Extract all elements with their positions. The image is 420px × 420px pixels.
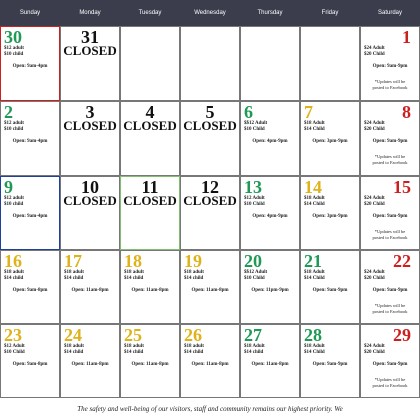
day-number: 21: [304, 251, 322, 271]
weekday-tuesday: Tuesday: [138, 10, 162, 16]
day-cell: [120, 250, 180, 324]
adult-price: $12 Adult: [4, 344, 25, 349]
day-cell: [300, 250, 360, 324]
facebook-note: *Updates will be: [374, 377, 406, 382]
child-price: $10 Child: [244, 276, 265, 281]
adult-price: $12 adult: [4, 121, 24, 126]
day-cell: [360, 250, 420, 324]
open-hours: Open: 9am-9pm: [312, 362, 348, 367]
day-cell: [180, 250, 240, 324]
facebook-note: posted to Facebook: [372, 85, 408, 90]
day-cell: [0, 101, 60, 176]
day-cell: [0, 26, 60, 101]
open-hours: Open: 4pm-9pm: [252, 139, 288, 144]
weekday-saturday: Saturday: [377, 10, 402, 16]
adult-price: $18 Adult: [244, 344, 265, 349]
adult-price: $18 adult: [184, 344, 204, 349]
day-number: 31: [81, 27, 99, 47]
day-number: 30: [4, 27, 22, 47]
open-hours: Open: 11am-8pm: [131, 288, 169, 293]
day-number: 20: [244, 251, 262, 271]
day-number: 13: [244, 177, 262, 197]
child-price: $14 Child: [304, 350, 325, 355]
day-number: 27: [244, 325, 262, 345]
day-number: 11: [141, 177, 159, 197]
day-cell: [240, 26, 300, 101]
closed-label: CLOSED: [63, 43, 117, 58]
closed-label: CLOSED: [183, 118, 237, 133]
day-number: 2: [4, 102, 13, 122]
day-cell: [60, 324, 120, 398]
day-number: 28: [304, 325, 322, 345]
facebook-note: *Updates will be: [374, 79, 406, 84]
day-cell: [240, 176, 300, 250]
facebook-note: posted to Facebook: [372, 383, 408, 388]
weekday-wednesday: Wednesday: [194, 10, 226, 16]
child-price: $14 child: [64, 350, 84, 355]
day-cell: [120, 176, 180, 250]
adult-price: $24 Adult: [364, 121, 385, 126]
day-number: 8: [402, 102, 411, 122]
child-price: $14 child: [184, 276, 204, 281]
day-cell: [180, 324, 240, 398]
closed-label: CLOSED: [123, 118, 177, 133]
adult-price: $12 adult: [4, 196, 24, 201]
closed-label: CLOSED: [63, 193, 117, 208]
child-price: $14 child: [244, 350, 264, 355]
weekday-sunday: Sunday: [19, 10, 41, 16]
day-cell: [60, 250, 120, 324]
day-number: 25: [124, 325, 142, 345]
open-hours: Open: 9am-9pm: [372, 362, 408, 367]
open-hours: Open: 11am-8pm: [131, 362, 169, 367]
open-hours: Open: 11am-8pm: [251, 362, 289, 367]
day-cell: [60, 176, 120, 250]
day-cell: [0, 176, 60, 250]
adult-price: $18 adult: [64, 344, 84, 349]
open-hours: Open: 9am-4pm: [12, 64, 48, 69]
child-price: $20 Child: [364, 202, 385, 207]
adult-price: $18 adult: [184, 270, 204, 275]
weekday-thursday: Thursday: [257, 10, 283, 16]
adult-price: $18 adult: [124, 344, 144, 349]
adult-price: $$12 Adult: [244, 121, 268, 126]
child-price: $10 Child: [244, 202, 265, 207]
open-hours: Open: 9am-4pm: [12, 214, 48, 219]
day-cell: [120, 324, 180, 398]
day-number: 24: [64, 325, 82, 345]
day-number: 26: [184, 325, 202, 345]
day-number: 1: [402, 27, 411, 47]
day-cell: [360, 101, 420, 176]
day-cell: [300, 176, 360, 250]
day-cell: [360, 176, 420, 250]
day-number: 3: [85, 102, 95, 122]
day-cell: [120, 26, 180, 101]
day-cell: [360, 26, 420, 101]
open-hours: Open: 9am-9pm: [312, 288, 348, 293]
day-number: 16: [4, 251, 22, 271]
facebook-note: *Updates will be: [374, 154, 406, 159]
closed-label: CLOSED: [183, 193, 237, 208]
day-cell: [180, 101, 240, 176]
open-hours: Open: 4pm-9pm: [252, 214, 288, 219]
adult-price: $24 Adult: [364, 270, 385, 275]
facebook-note: posted to Facebook: [372, 160, 408, 165]
day-number: 19: [184, 251, 202, 271]
day-cell: [180, 26, 240, 101]
open-hours: Open: 11am-8pm: [71, 362, 109, 367]
day-cell: [180, 176, 240, 250]
child-price: $20 Child: [364, 52, 385, 57]
child-price: $14 child: [4, 276, 24, 281]
weekday-monday: Monday: [79, 10, 101, 16]
open-hours: Open: 11am-8pm: [71, 288, 109, 293]
facebook-note: posted to Facebook: [372, 309, 408, 314]
day-cell: [360, 324, 420, 398]
day-cell: [300, 324, 360, 398]
child-price: $10 child: [4, 127, 24, 132]
adult-price: $12 Adult: [244, 196, 265, 201]
adult-price: $12 adult: [4, 46, 24, 51]
day-number: 4: [145, 102, 155, 122]
open-hours: Open: 11am-8pm: [191, 288, 229, 293]
weekday-header: [0, 0, 420, 26]
open-hours: Open: 9am-9pm: [372, 64, 408, 69]
day-number: 15: [393, 177, 411, 197]
child-price: $10 child: [4, 202, 24, 207]
facebook-note: posted to Facebook: [372, 235, 408, 240]
open-hours: Open: 9am-8pm: [12, 362, 48, 367]
child-price: $20 Child: [364, 350, 385, 355]
child-price: $10 Child: [4, 350, 25, 355]
day-cell: [60, 26, 120, 101]
facebook-note: *Updates will be: [374, 229, 406, 234]
child-price: $14 Child: [304, 276, 325, 281]
facebook-note: *Updates will be: [374, 303, 406, 308]
child-price: $14 Child: [304, 202, 325, 207]
child-price: $14 child: [124, 276, 144, 281]
day-cell: [0, 250, 60, 324]
day-number: 6: [244, 102, 253, 122]
day-number: 10: [81, 177, 99, 197]
day-number: 22: [393, 251, 411, 271]
open-hours: Open: 3pm-9pm: [312, 139, 348, 144]
child-price: $20 Child: [364, 276, 385, 281]
adult-price: $24 Adult: [364, 344, 385, 349]
adult-price: $24 Adult: [364, 196, 385, 201]
day-number: 7: [304, 102, 313, 122]
day-number: 18: [124, 251, 142, 271]
adult-price: $18 adult: [4, 270, 24, 275]
adult-price: $18 Adult: [304, 270, 325, 275]
day-cell: [240, 324, 300, 398]
day-cell: [0, 324, 60, 398]
day-number: 14: [304, 177, 322, 197]
day-cell: [240, 101, 300, 176]
day-cell: [300, 101, 360, 176]
adult-price: $18 Adult: [304, 196, 325, 201]
child-price: $14 child: [124, 350, 144, 355]
child-price: $10 Child: [244, 127, 265, 132]
day-cell: [240, 250, 300, 324]
open-hours: Open: 11am-8pm: [191, 362, 229, 367]
day-number: 23: [4, 325, 22, 345]
day-cell: [60, 101, 120, 176]
open-hours: Open: 9am-4pm: [12, 139, 48, 144]
open-hours: Open: 3pm-9pm: [312, 214, 348, 219]
adult-price: $18 adult: [64, 270, 84, 275]
open-hours: Open: 9am-9pm: [372, 214, 408, 219]
child-price: $20 Child: [364, 127, 385, 132]
footer-note: The safety and well-being of our visitors, staff and community remains our highest priority. We: [77, 405, 343, 413]
adult-price: $$12 Adult: [244, 270, 268, 275]
child-price: $14 child: [184, 350, 204, 355]
day-number: 17: [64, 251, 82, 271]
day-number: 12: [201, 177, 219, 197]
adult-price: $24 Adult: [364, 46, 385, 51]
child-price: $14 child: [64, 276, 84, 281]
day-number: 29: [393, 325, 411, 345]
open-hours: Open: 11pm-9pm: [251, 288, 289, 293]
closed-label: CLOSED: [123, 193, 177, 208]
child-price: $10 child: [4, 52, 24, 57]
day-number: 5: [205, 102, 215, 122]
open-hours: Open: 9am-8pm: [12, 288, 48, 293]
open-hours: Open: 9am-9pm: [372, 288, 408, 293]
day-cell: [120, 101, 180, 176]
closed-label: CLOSED: [63, 118, 117, 133]
day-cell: [300, 26, 360, 101]
adult-price: $18 Adult: [304, 344, 325, 349]
adult-price: $18 adult: [124, 270, 144, 275]
child-price: $14 Child: [304, 127, 325, 132]
weekday-friday: Friday: [321, 10, 339, 16]
day-number: 9: [4, 177, 13, 197]
adult-price: $18 Adult: [304, 121, 325, 126]
open-hours: Open: 9am-9pm: [372, 139, 408, 144]
